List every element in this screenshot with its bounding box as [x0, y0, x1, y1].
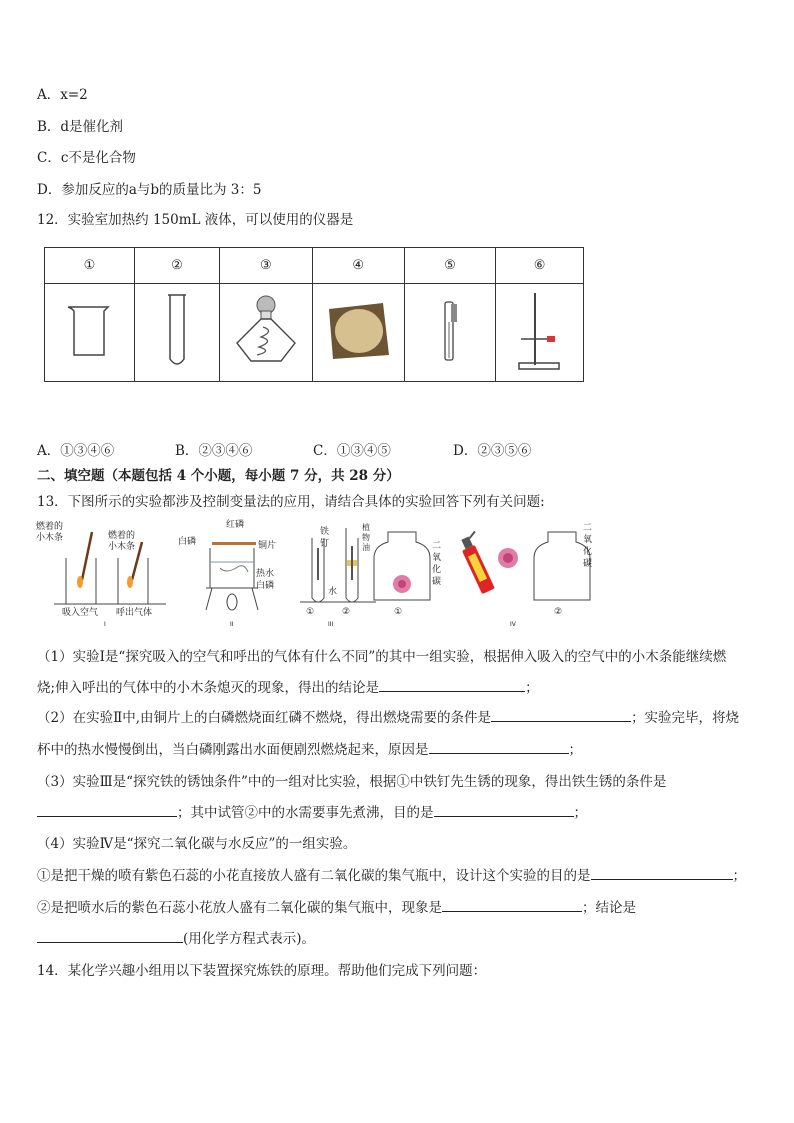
q12-option-b: B．②③④⑥ — [175, 443, 253, 459]
beaker-cell — [45, 284, 135, 382]
label: 小木条 — [108, 542, 136, 552]
q14-stem: 14．某化学兴趣小组用以下装置探究炼铁的原理。帮助他们完成下列问题： — [37, 963, 487, 979]
caption: 吸入空气 — [62, 608, 99, 618]
q12-option-c: C．①③④⑤ — [313, 443, 391, 459]
text: （2）在实验Ⅱ中,由铜片上的白磷燃烧面红磷不燃烧，得出燃烧需要的条件是 — [37, 710, 492, 726]
answer-blank[interactable] — [434, 802, 574, 817]
exp-number: I — [104, 621, 106, 628]
col-header: ⑤ — [404, 248, 495, 284]
iron-stand-icon — [515, 289, 565, 373]
answer-blank[interactable] — [442, 897, 582, 912]
test-tube-icon — [162, 291, 192, 371]
caption: 呼出气体 — [116, 608, 153, 618]
option-b: B．d是催化剂 — [37, 119, 124, 135]
answer-blank[interactable] — [591, 865, 733, 880]
q13-part1-line2 — [37, 676, 539, 696]
col-header: ② — [134, 248, 219, 284]
label: 氧 — [432, 553, 442, 563]
text: (用化学方程式表示)。 — [183, 931, 316, 947]
tube-number: ① — [306, 607, 315, 617]
label: 植 — [362, 523, 370, 532]
text: ①是把干燥的喷有紫色石蕊的小花直接放人盛有二氧化碳的集气瓶中，设计这个实验的目的是 — [37, 868, 591, 884]
text: ；结论是 — [582, 900, 636, 916]
label: 铁 — [320, 527, 330, 537]
label: 二 — [432, 541, 442, 551]
beaker-icon — [64, 301, 114, 361]
label: ② — [554, 607, 563, 617]
text: 杯中的热水慢慢倒出，当白磷刚露出水面便剧烈燃烧起来，原因是 — [37, 742, 429, 758]
label: 热水 — [256, 569, 275, 579]
alcohol-lamp-cell — [220, 284, 312, 382]
label: 物 — [362, 533, 370, 542]
asbestos-gauze-icon — [323, 299, 393, 363]
option-a: A．x=2 — [37, 87, 88, 103]
q13-part4-line2 — [37, 896, 636, 916]
q13-part4-line3 — [37, 927, 315, 947]
label: 二 — [583, 523, 593, 533]
answer-blank[interactable] — [379, 677, 525, 692]
label: ① — [394, 607, 403, 617]
test-tube-cell — [134, 284, 219, 382]
experiment-3 — [300, 522, 376, 628]
q13-part4-intro: （4）实验Ⅳ是“探究二氧化碳与水反应”的一组实验。 — [37, 836, 357, 852]
label: 氧 — [583, 535, 593, 545]
option-d: D．参加反应的a与b的质量比为 3：5 — [37, 182, 262, 198]
q13-stem: 13．下图所示的实验都涉及控制变量法的应用，请结合具体的实验回答下列有关问题: — [37, 494, 545, 510]
experiment-4 — [374, 523, 592, 628]
q13-part3-line2 — [37, 801, 587, 821]
text: ；实验完毕，将烧 — [631, 710, 740, 726]
text: ； — [525, 680, 539, 696]
text: ； — [732, 868, 746, 884]
label: 燃着的 — [36, 522, 64, 532]
experiment-1 — [36, 520, 166, 628]
answer-blank[interactable] — [37, 928, 183, 943]
text: ； — [568, 742, 582, 758]
label: 白磷 — [256, 581, 275, 591]
q13-part2-line2 — [37, 738, 582, 758]
label: 油 — [362, 543, 370, 552]
text: 烧;伸入呼出的气体中的小木条熄灭的现象，得出的结论是 — [37, 680, 380, 696]
col-header: ④ — [312, 248, 404, 284]
col-header: ① — [45, 248, 135, 284]
q13-part2-line1 — [37, 706, 739, 726]
text: ；其中试管②中的水需要事先煮沸，目的是 — [177, 805, 434, 821]
label: 碳 — [432, 577, 442, 587]
label: 水 — [328, 587, 338, 597]
alcohol-lamp-icon — [231, 291, 301, 371]
q13-part4-line1 — [37, 864, 746, 884]
label: 铜片 — [258, 541, 277, 551]
label: 碳 — [583, 559, 593, 569]
label: 红磷 — [226, 520, 245, 530]
q13-part1-line1: （1）实验Ⅰ是“探究吸入的空气和呼出的气体有什么不同”的其中一组实验，根据伸入吸入的空气中的小木条能继续燃 — [37, 649, 727, 665]
col-header: ⑥ — [496, 248, 584, 284]
section-title: 二、填空题（本题包括 4 个小题，每小题 7 分，共 28 分） — [37, 468, 400, 484]
q13-part3-line1: （3）实验Ⅲ是“探究铁的锈蚀条件”中的一组对比实验，根据①中铁钉先生锈的现象，得出铁生锈的条件是 — [37, 774, 667, 790]
exp-number: II — [230, 621, 234, 628]
experiment-2 — [178, 518, 276, 628]
answer-blank[interactable] — [429, 739, 569, 754]
label: 化 — [583, 547, 593, 557]
q12-stem: 12．实验室加热约 150mL 液体，可以使用的仪器是 — [37, 212, 354, 228]
instrument-table — [44, 247, 584, 382]
q12-option-a: A．①③④⑥ — [37, 443, 115, 459]
tube-number: ② — [342, 607, 351, 617]
test-tube-clamp-icon — [435, 296, 465, 366]
exp-number: III — [328, 621, 334, 628]
text: ； — [573, 805, 587, 821]
answer-blank[interactable] — [37, 802, 177, 817]
col-header: ③ — [220, 248, 312, 284]
q12-option-d: D．②③⑤⑥ — [453, 443, 532, 459]
label: 白磷 — [178, 537, 197, 547]
label: 钉 — [320, 539, 330, 549]
exp-number: IV — [510, 621, 516, 628]
label: 燃着的 — [108, 531, 136, 541]
sprayer-icon — [457, 531, 500, 594]
clamp-cell — [404, 284, 495, 382]
answer-blank[interactable] — [491, 707, 631, 722]
option-c: C．c不是化合物 — [37, 150, 136, 166]
experiment-figure — [36, 518, 596, 628]
gauze-cell — [312, 284, 404, 382]
label: 化 — [432, 565, 442, 575]
text: ②是把喷水后的紫色石蕊小花放人盛有二氧化碳的集气瓶中，现象是 — [37, 900, 442, 916]
iron-stand-cell — [496, 284, 584, 382]
label: 小木条 — [36, 533, 64, 543]
